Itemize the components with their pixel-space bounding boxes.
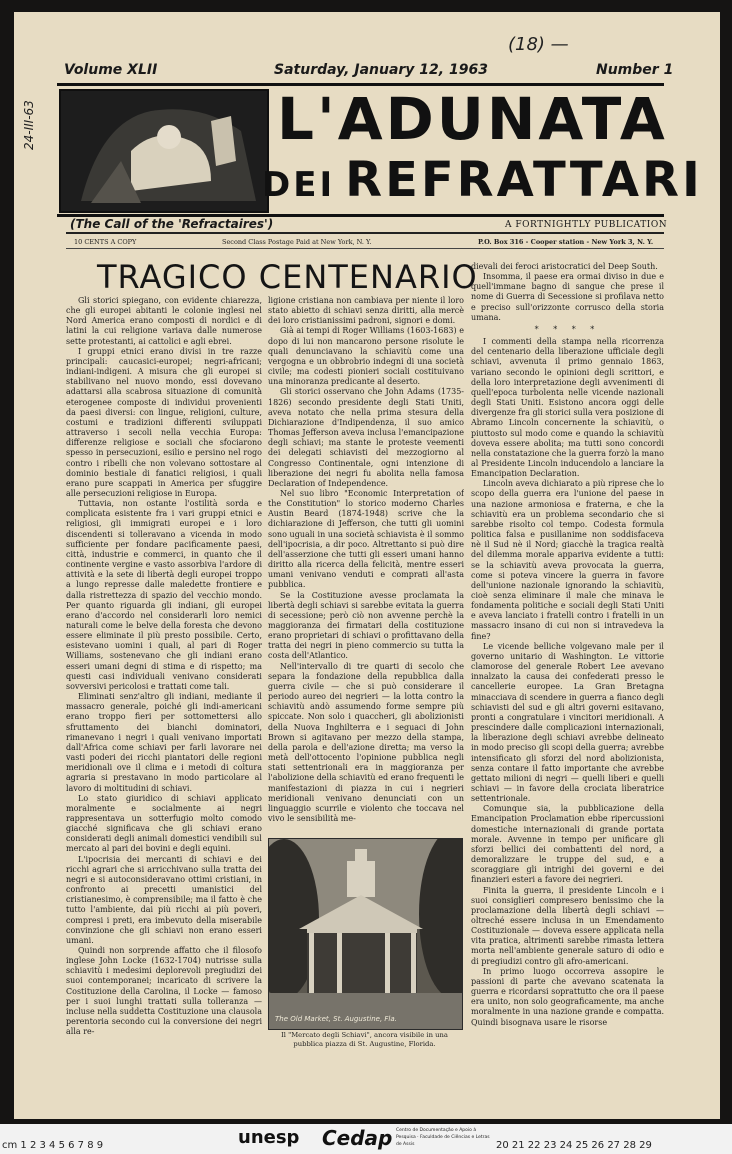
paragraph: I commenti della stampa nella ricorrenza del centenario della liberazione ufficiale degli schiavi, avvenuta il primo gennaio 1863, variano secondo le opinioni degli scrittori, e della loro interpretazione degli avvenimenti di quell'epoca turbolenta nelle vicende nazionali degli Stati Uniti. Esistono ancora oggi delle divergenze fra gli storici sulla vera posizione di Abramo Lincoln concernente la schiavitù, o piuttosto sul modo come e quando la schiavitù doveva essere abolita; ma tutti sono concordi nella constatazione che la guerra forzò la mano al Presidente Lincoln inducendolo a lanciare la Emancipation Declaration. xyxy=(471,337,664,479)
paragraph: dievali dei feroci aristocratici del Deep South. xyxy=(471,262,658,271)
paragraph: Le vicende belliche volgevano male per il governo unitario di Washington. Le vittorie clamorose del generale Robert Lee avevano innalzato la causa dei confederati presso le cancellerie europee. La Gran Bretagna minacciava di scendere in guerra a fianco degli schiavisti del sud e gli altri governi esitavano, pronti a congratulare i vincitori meridionali. A prescindere dalle complicazioni internazionali, la liberazione degli schiavi avrebbe delineato in modo preciso gli scopi della guerra; avrebbe intensificato gli sforzi del nord abolizionista, senza contare il fatto importante che avrebbe gettato milioni di negri — quelli liberi e quelli schiavi — in favore della crociata liberatrice settentrionale. xyxy=(471,641,664,804)
paragraph: Eliminati senz'altro gli indiani, mediante il massacro generale, poiché gli indi-americani erano troppo fieri per sottomettersi allo sfruttamento dei bianchi dominatori, rimanevano i negri i quali venivano importati dall'Africa come schiavi per farli lavorare nei vasti poderi dei ricchi piantatori delle regioni meridionali ove il clima e i metodi di coltura agraria si prestavano in modo particolare al lavoro di moltitudini di schiavi. xyxy=(66,692,262,793)
figure-illustration-icon xyxy=(61,91,267,211)
article-photo xyxy=(268,838,463,1030)
paragraph: Comunque sia, la pubblicazione della Emancipation Proclamation ebbe ripercussioni domestiche internazionali di grande portata morale. Avvenne in tempo per unificare gli sforzi bellici dei combattenti del nord, a demoralizzare le truppe del sud, e a scoraggiare gli intrighi dei governi e dei finanzieri esteri a favore dei negrieri. xyxy=(471,804,664,885)
publication-frequency: A FORTNIGHTLY PUBLICATION xyxy=(505,220,668,230)
photo-label: The Old Market, St. Augustine, Fla. xyxy=(275,1015,397,1023)
paragraph: L'ipocrisia dei mercanti di schiavi e dei ricchi agrari che si arricchivano sulla tratta dei negri e si autoconsideravano ottimi cristiani, in confronto ai precetti umanistici del cristianesimo, è comprensibile; ma il fatto è che tutto l'ambiente, dai più ricchi ai più poveri, compresi i preti, era imbevuto della miserabile convinzione che gli schiavi non erano esseri umani. xyxy=(66,854,262,945)
paragraph: I gruppi etnici erano divisi in tre razze principali: caucasici-europei; negri-africani; indiani-indigeni. A misura che gli europei si stabilivano nel nuovo mondo, essi dovevano adattarsi alla scabrosa situazione di comunità eterogenee composte di individui provenienti da paesi diversi: con lingue, religioni, culture, costumi e tradizioni differenti sviluppati attraverso i secoli nella vecchia Europa: differenze religiose e sociali che sfociarono spesso in persecuzioni, esilio e persino nel rogo contro i ribelli che non volevano sottostare al dominio bestiale di fanatici religiosi, i quali erano pure scappati in America per sfuggire alle persecuzioni religiose in Europa. xyxy=(66,346,262,498)
paragraph: Lo stato giuridico di schiavi applicato moralmente e socialmente ai negri rappresentava un sotterfugio molto comodo giacché significava che gli schiavi erano considerati degli animali domestici vendibili sul mercato al pari dei bovini e degli equini. xyxy=(66,793,262,854)
paragraph: Lincoln aveva dichiarato a più riprese che lo scopo della guerra era l'unione del paese in una nazione armoniosa e fraterna, e che la schiavitù era un problema secondario che si sarebbe risolto col tempo. Codesta formula politica falsa e pusillanime non soddisfaceva nè il Sud nè il Nord; giacchè la tragica realtà del dilemma morale appariva evidente a tutti: se la schiavitù aveva provocata la guerra, come si poteva vincere la guerra in favore dell'unione nazionale ignorando la schiavitù, cioè senza eliminare il male che minava le fondamenta politiche e sociali degli Stati Uniti e aveva lanciato i fratelli contro i fratelli in un massacro insano di cui non si intravedeva la fine? xyxy=(471,479,664,641)
unesp-logo: unesp xyxy=(238,1127,300,1148)
article-column-2 xyxy=(268,296,464,836)
handwritten-note-top: (18) — xyxy=(508,34,569,55)
divider-rule xyxy=(66,232,664,234)
tree-icon xyxy=(419,838,463,999)
photo-caption: Il "Mercato degli Schiavi", ancora visibile in una pubblica piazza di St. Augustine, Florida. xyxy=(281,1031,448,1048)
masthead-title-dei: DEI xyxy=(262,165,336,205)
article-headline: TRAGICO CENTENARIO xyxy=(97,258,478,296)
price-label: 10 CENTS A COPY xyxy=(74,238,137,246)
postage-label: Second Class Postage Paid at New York, N. Y. xyxy=(222,238,372,246)
masthead-title-second xyxy=(262,152,703,208)
masthead-title-main: L'ADUNATA xyxy=(277,85,668,153)
paragraph: In primo luogo occorreva assopire le passioni di parte che avevano scatenata la guerra e ricordarsi soprattutto che ora il paese era unito, non solo geograficamente, ma anche moralmente in una nazione grande e compatta. Quindi bisognava usare le risorse xyxy=(471,966,664,1027)
scan-footer xyxy=(0,1124,732,1154)
paragraph: ligione cristiana non cambiava per niente il loro stato abietto di schiavi senza diritti, alla mercè dei loro cristianissimi padroni, signori e domi. xyxy=(268,296,464,326)
paragraph: Quindi non sorprende affatto che il filosofo inglese John Locke (1632-1704) nutrisse sulla schiavitù i medesimi deplorevoli pregiudizi dei suoi contemporanei; incaricato di scrivere la Costituzione della Carolina, il Locke — famoso per i suoi lunghi trattati sulla tolleranza — incluse nella suddetta Costituzione una clausola perentoria secondo cui la conversione dei negri alla re- xyxy=(66,946,262,1037)
paragraph: Finita la guerra, il presidente Lincoln e i suoi consiglieri compresero benissimo che la proclamazione della libertà degli schiavi — oltreché essere inclusa in un Emendamento Costituzionale — doveva essere applicata nella vita pratica, altrimenti sarebbe rimasta lettera morta nell'ambiente generale saturo di odio e di pregiudizi contro gli afro-americani. xyxy=(471,885,664,966)
masthead-info-line xyxy=(58,62,674,82)
section-separator: * * * * xyxy=(534,324,601,334)
paragraph: Gli storici spiegano, con evidente chiarezza, che gli europei abitanti le colonie inglesi nel Nord America erano composti di nordici e di latini la cui religione variava dalle numerose sette protestanti, ai cattolici e agli ebrei. xyxy=(66,296,262,346)
cedap-description: Centro de Documentação e Apoio à Pesquisa · Faculdade de Ciências e Letras de Assis xyxy=(396,1128,490,1147)
volume-label: Volume XLII xyxy=(64,62,158,78)
issue-date: Saturday, January 12, 1963 xyxy=(274,62,488,78)
paragraph: Tuttavia, non ostante l'ostilità sorda e complicata esistente fra i vari gruppi etnici e religiosi, gli immigrati europei e i loro discendenti si tolleravano a vicenda in modo sufficiente per fondare pacificamente paesi, città, industrie e commerci, in quanto che il continente vergine e vasto assorbiva l'ardore di attività e la sete di libertà degli europei troppo a lungo represse dalle maledette frontiere e dalla ristrettezza di spazio del vecchio mondo. Per quanto riguarda gli indiani, gli europei erano d'accordo nel considerarli loro nemici naturali come le belve della foresta che devono essere eliminate il più presto possibile. Certo, esistevano uomini i quali, al pari di Roger Williams, sostenevano che gli indiani erano esseri umani degni di stima e di rispetto; ma questi casi individuali venivano considerati sovversivi pericolosi e trattati come tali. xyxy=(66,499,262,691)
paragraph: Già ai tempi di Roger Williams (1603-1683) e dopo di lui non mancarono persone risolute le quali denunciavano la schiavitù come una vergogna e un obbrobrio indegni di una società civile; ma codesti pionieri sociali costituivano una minoranza predicante al deserto. xyxy=(268,326,464,387)
issue-number: Number 1 xyxy=(596,62,674,78)
paragraph: Insomma, il paese era ormai diviso in due e quell'immane bagno di sangue che prese il nome di Guerra di Secessione si profilava netto e preciso sull'orizzonte corrusco della storia umana. xyxy=(471,272,664,322)
masthead-subtitle: (The Call of the 'Refractaires') xyxy=(70,217,274,231)
paragraph: Gli storici osservano che John Adams (1735-1826) secondo presidente degli Stati Uniti, aveva notato che nella prima stesura della Dichiarazione d'Indipendenza, il suo amico Thomas Jefferson aveva inclusa l'emancipazione degli schiavi; ma stante le proteste veementi dei delegati schiavisti del mezzogiorno al Congresso Continentale, ogni intenzione di liberazione dei negri fu abolita nella famosa Declaration of Independence. xyxy=(268,387,464,488)
paragraph: Se la Costituzione avesse proclamata la libertà degli schiavi si sarebbe evitata la guerra di secessione; però ciò non avvenne perchè la maggioranza dei firmatari della costituzione erano proprietari di schiavi o profittavano della tratta dei negri in pieno commercio su tutta la costa dell'Atlantico. xyxy=(268,590,464,661)
masthead-title-refrattari: REFRATTARI xyxy=(345,152,703,208)
postal-address: P.O. Box 316 - Cooper station - New York 3, N. Y. xyxy=(478,238,654,246)
paragraph: Nell'intervallo di tre quarti di secolo che separa la fondazione della repubblica dalla guerra civile — che si può considerare il periodo aureo dei negrieri — la lotta contro la schiavitù andò assumendo forme sempre più spiccate. Non solo i quaccheri, gli abolizionisti della Nuova Inghilterra e i seguaci di John Brown si agitavano per mezzo della stampa, della parola e dell'azione diretta; ma verso la metà dell'ottocento l'opinione pubblica negli stati settentrionali era in maggioranza per l'abolizione della schiavitù ed erano frequenti le manifestazioni di piazza in cui i negrieri meridionali venivano denunciati con un linguaggio scurrile e violento che toccava nel vivo le sensibilità me- xyxy=(268,661,464,823)
ruler-right: 20 21 22 23 24 25 26 27 28 29 xyxy=(496,1140,652,1151)
market-building xyxy=(307,929,417,997)
handwritten-date-margin: 24-III-63 xyxy=(22,100,36,150)
ruler-left: cm 1 2 3 4 5 6 7 8 9 xyxy=(2,1140,104,1151)
cedap-logo: Cedap xyxy=(322,1126,393,1150)
article-column-3 xyxy=(471,262,664,1060)
article-column-1 xyxy=(66,296,262,1056)
masthead-illustration xyxy=(59,89,269,213)
masthead-banner xyxy=(57,83,703,217)
divider-rule-thin xyxy=(66,248,664,249)
paragraph: Nel suo libro "Economic Interpretation of the Constitution" lo storico moderno Charles Austin Beard (1874-1948) scrive che la dichiarazione di Jefferson, che tutti gli uomini sono uguali in una società schiavista è il sommo dell'ipocrisia, a dir poco. Altrettanto si può dire dell'asserzione che tutti gli esseri umani hanno diritto alla ricerca della felicità, mentre esseri umani venivano venduti e comprati all'asta pubblica. xyxy=(268,488,464,590)
